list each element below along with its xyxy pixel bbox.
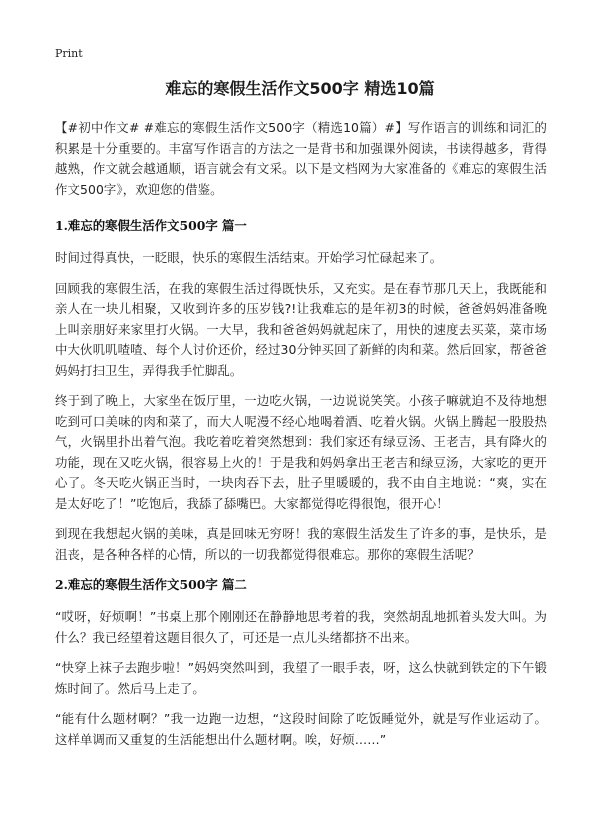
article-body — [55, 118, 547, 760]
section-2-paragraph: “能有什么题材啊？”我一边跑一边想，“这段时间除了吃饭睡觉外，就是写作业运动了。这样单调而又重复的生活能想出什么题材啊。唉，好烦……” — [55, 711, 547, 747]
section-1-paragraph: 回顾我的寒假生活，在我的寒假生活过得既快乐，又充实。是在春节那几天上，我既能和亲人在一块儿相聚，又收到许多的压岁钱?!让我难忘的是年初3的时候，爸爸妈妈准备晚上叫亲朋好来家里打火锅。一大早，我和爸爸妈妈就起床了，用快的速度去买菜，菜市场中大伙叽叽喳喳、每个人讨价还价，经过30分钟买回了新鲜的肉和菜。然后回家，帮爸爸妈妈打扫卫生，弄得我手忙脚乱。 — [55, 280, 547, 378]
intro-paragraph: 【#初中作文# #难忘的寒假生活作文500字（精选10篇）#】写作语言的训练和词汇的积累是十分重要的。丰富写作语言的方法之一是背书和加强课外阅读，书读得越多，背得越熟，作文就会越通顺，语言就会有文采。以下是文档网为大家准备的《难忘的寒假生活作文500字》，欢迎您的借鉴。 — [55, 120, 547, 197]
section-1-paragraph: 到现在我想起火锅的美味，真是回味无穷呀！我的寒假生活发生了许多的事，是快乐，是沮丧，是各种各样的心情，所以的一切我都觉得很难忘。那你的寒假生活呢？ — [55, 526, 547, 562]
print-link[interactable]: Print — [55, 47, 83, 60]
section-2-paragraph: “哎呀，好烦啊！”书桌上那个刚刚还在静静地思考着的我，突然胡乱地抓着头发大叫。为什么？我已经望着这题目很久了，可还是一点儿头绪都挤不出来。 — [55, 609, 547, 645]
section-heading-1: 1.难忘的寒假生活作文500字 篇一 — [55, 218, 247, 233]
section-2-paragraph: “快穿上袜子去跑步啦！”妈妈突然叫到，我望了一眼手表，呀，这么快就到铁定的下午锻炼时间了。然后马上走了。 — [55, 660, 547, 696]
section-1-paragraph: 时间过得真快，一眨眼，快乐的寒假生活结束。开始学习忙碌起来了。 — [55, 250, 443, 265]
section-heading-2: 2.难忘的寒假生活作文500字 篇二 — [55, 577, 247, 592]
section-1-paragraph: 终于到了晚上，大家坐在饭厅里，一边吃火锅，一边说说笑笑。小孩子嘛就迫不及待地想吃到可口美味的肉和菜了，而大人呢漫不经心地喝着酒、吃着火锅。火锅上腾起一股股热气，火锅里扑出着气泡。我吃着吃着突然想到：我们家还有绿豆汤、王老吉，具有降火的功能，现在又吃火锅，很容易上火的！于是我和妈妈拿出王老吉和绿豆汤，大家吃的更开心了。冬天吃火锅正当时，一块肉吞下去，肚子里暖暖的，我不由自主地说：“爽，实在是太好吃了！”吃饱后，我舔了舔嘴巴。大家都觉得吃得很饱，很开心！ — [55, 393, 547, 511]
article-title: 难忘的寒假生活作文500字 精选10篇 — [165, 79, 435, 98]
